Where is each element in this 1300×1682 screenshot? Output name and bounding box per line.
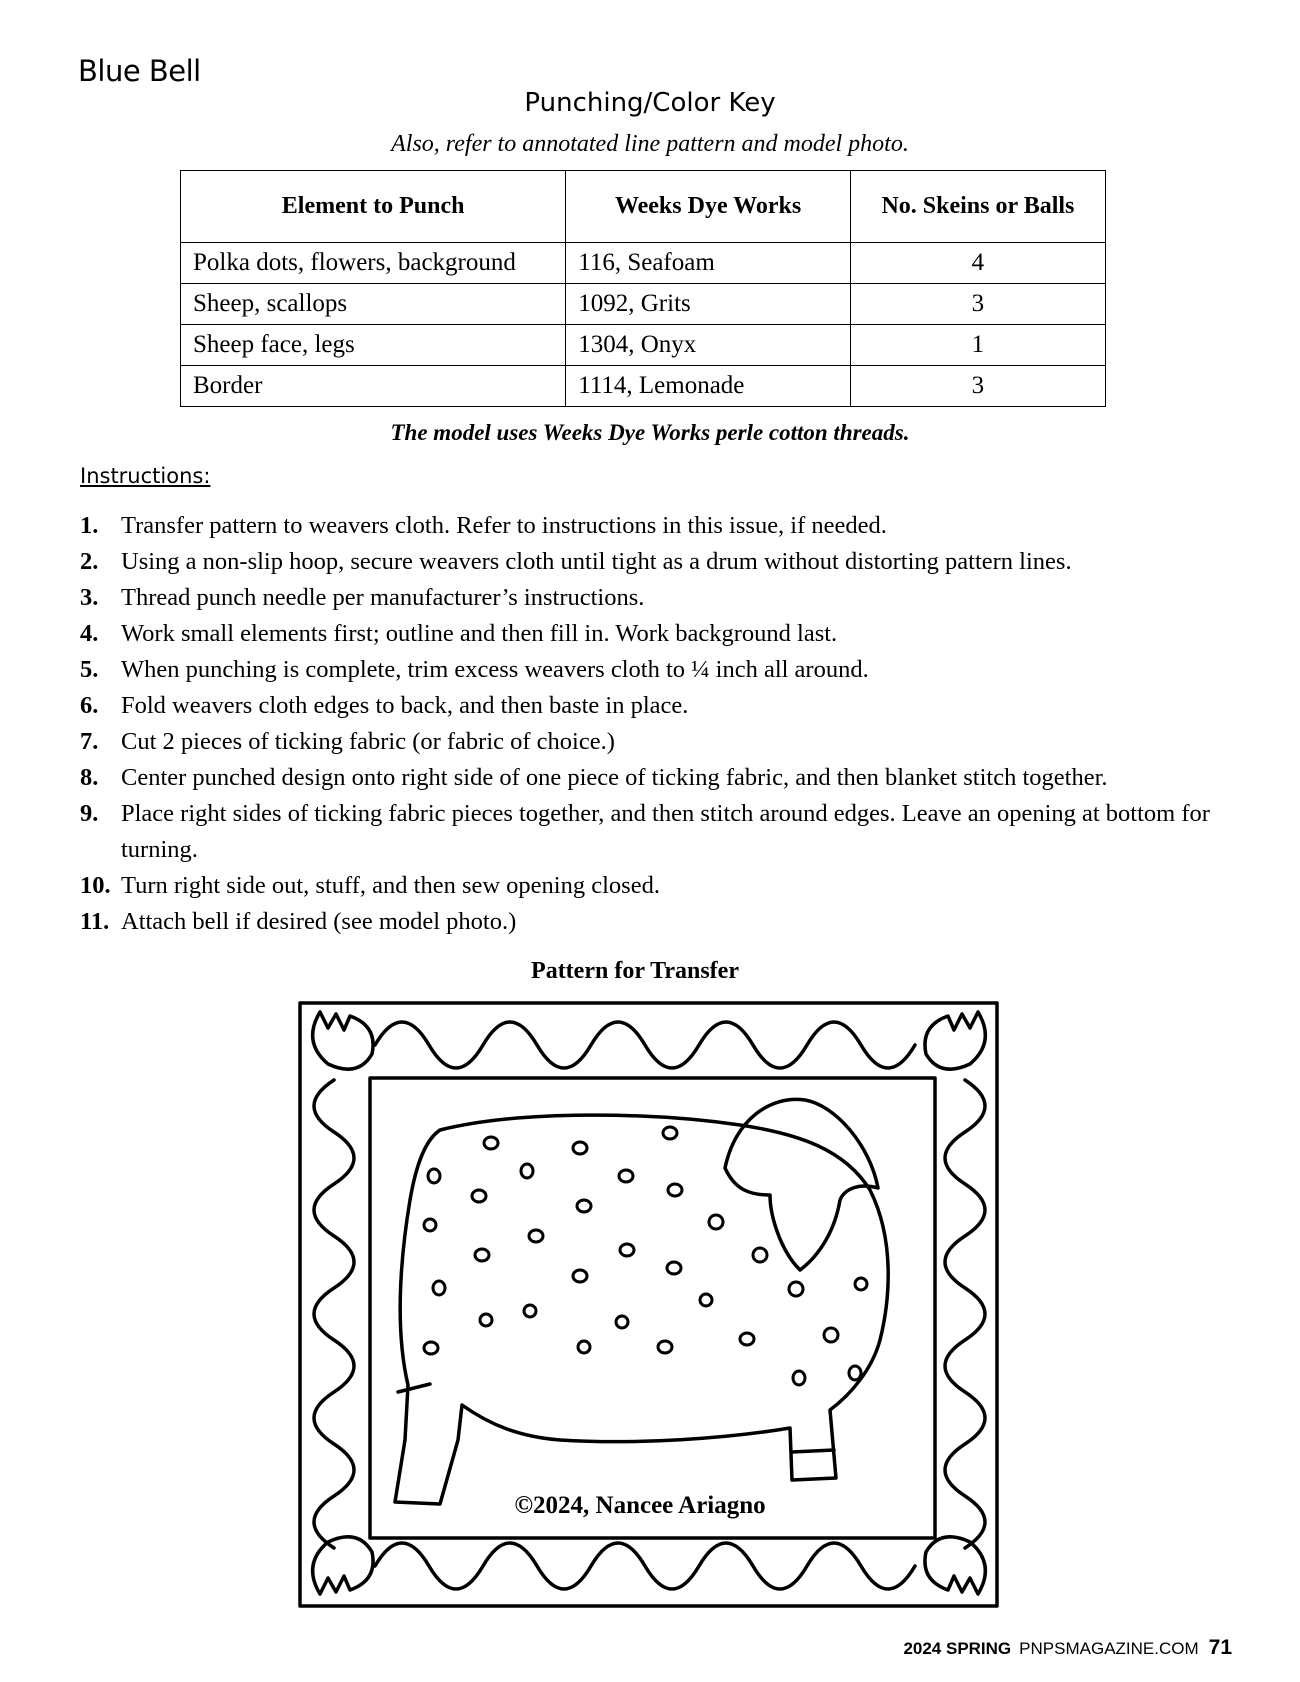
top-scallop-border (375, 1022, 915, 1068)
step-number: 1. (80, 512, 99, 539)
page-footer (903, 1636, 1232, 1660)
list-item (80, 796, 1230, 868)
list-item (80, 616, 1230, 652)
column-header-color: Weeks Dye Works (566, 171, 851, 243)
color-cell: 1114, Lemonade (566, 366, 851, 407)
corner-flower-top-left (313, 1012, 373, 1069)
quantity-cell: 4 (850, 243, 1105, 284)
color-key-table (180, 170, 1106, 407)
column-header-element: Element to Punch (181, 171, 566, 243)
polka-dots (424, 1127, 867, 1385)
element-cell: Sheep face, legs (181, 325, 566, 366)
element-cell: Sheep, scallops (181, 284, 566, 325)
right-scallop-border (945, 1080, 985, 1548)
step-number: 10. (80, 872, 111, 899)
color-key-subheading: Also, refer to annotated line pattern and model photo. (391, 131, 909, 157)
magazine-site: PNPSMAGAZINE.COM (1019, 1639, 1199, 1658)
step-number: 11. (80, 908, 110, 935)
step-number: 8. (80, 764, 99, 791)
corner-flower-top-right (925, 1012, 985, 1069)
step-number: 5. (80, 656, 99, 683)
list-item (80, 688, 1230, 724)
list-item (80, 868, 1230, 904)
bottom-scallop-border (375, 1543, 915, 1589)
copyright-notice: ©2024, Nancee Ariagno (514, 1492, 766, 1519)
sheep-body (395, 1115, 888, 1504)
step-text: Cut 2 pieces of ticking fabric (or fabric of choice.) (121, 728, 615, 755)
page-title: Blue Bell (78, 54, 201, 88)
step-text: Transfer pattern to weavers cloth. Refer to instructions in this issue, if needed. (121, 512, 887, 539)
instructions-heading: Instructions: (80, 464, 211, 488)
list-item (80, 544, 1230, 580)
instructions-list (80, 508, 1230, 940)
color-cell: 1304, Onyx (566, 325, 851, 366)
list-item (80, 904, 1230, 940)
table-row (181, 243, 1106, 284)
table-row (181, 366, 1106, 407)
pattern-heading: Pattern for Transfer (531, 958, 739, 984)
step-number: 2. (80, 548, 99, 575)
thread-note: The model uses Weeks Dye Works perle cotton threads. (390, 420, 910, 445)
step-number: 9. (80, 800, 99, 827)
step-text: When punching is complete, trim excess weavers cloth to ¼ inch all around. (121, 656, 869, 683)
quantity-cell: 1 (850, 325, 1105, 366)
color-cell: 116, Seafoam (566, 243, 851, 284)
table-row (181, 325, 1106, 366)
step-text: Attach bell if desired (see model photo.) (121, 908, 517, 935)
quantity-cell: 3 (850, 284, 1105, 325)
front-leg-cuff (398, 1384, 430, 1392)
left-scallop-border (314, 1080, 354, 1548)
step-number: 4. (80, 620, 99, 647)
corner-flower-bottom-left (313, 1537, 373, 1594)
list-item (80, 724, 1230, 760)
list-item (80, 508, 1230, 544)
corner-flower-bottom-right (925, 1537, 985, 1594)
issue-season: 2024 SPRING (903, 1639, 1012, 1658)
color-key-heading: Punching/Color Key (524, 88, 776, 118)
step-text: Using a non-slip hoop, secure weavers cloth until tight as a drum without distorting pattern lines. (121, 548, 1072, 575)
step-number: 7. (80, 728, 99, 755)
inner-frame (370, 1078, 935, 1538)
element-cell: Border (181, 366, 566, 407)
color-cell: 1092, Grits (566, 284, 851, 325)
table-row (181, 284, 1106, 325)
element-cell: Polka dots, flowers, background (181, 243, 566, 284)
quantity-cell: 3 (850, 366, 1105, 407)
page-number: 71 (1208, 1636, 1232, 1659)
step-text: Thread punch needle per manufacturer’s instructions. (121, 584, 645, 611)
table-header-row (181, 171, 1106, 243)
step-text: Fold weavers cloth edges to back, and then baste in place. (121, 692, 689, 719)
list-item (80, 580, 1230, 616)
back-leg-cuff (792, 1450, 834, 1452)
step-text: Turn right side out, stuff, and then sew opening closed. (121, 872, 660, 899)
step-number: 3. (80, 584, 99, 611)
column-header-quantity: No. Skeins or Balls (850, 171, 1105, 243)
step-text: Place right sides of ticking fabric pieces together, and then stitch around edges. Leave an opening at bottom for turning. (121, 800, 1210, 863)
list-item (80, 652, 1230, 688)
step-text: Center punched design onto right side of one piece of ticking fabric, and then blanket stitch together. (121, 764, 1108, 791)
list-item (80, 760, 1230, 796)
step-number: 6. (80, 692, 99, 719)
step-text: Work small elements first; outline and then fill in. Work background last. (121, 620, 838, 647)
